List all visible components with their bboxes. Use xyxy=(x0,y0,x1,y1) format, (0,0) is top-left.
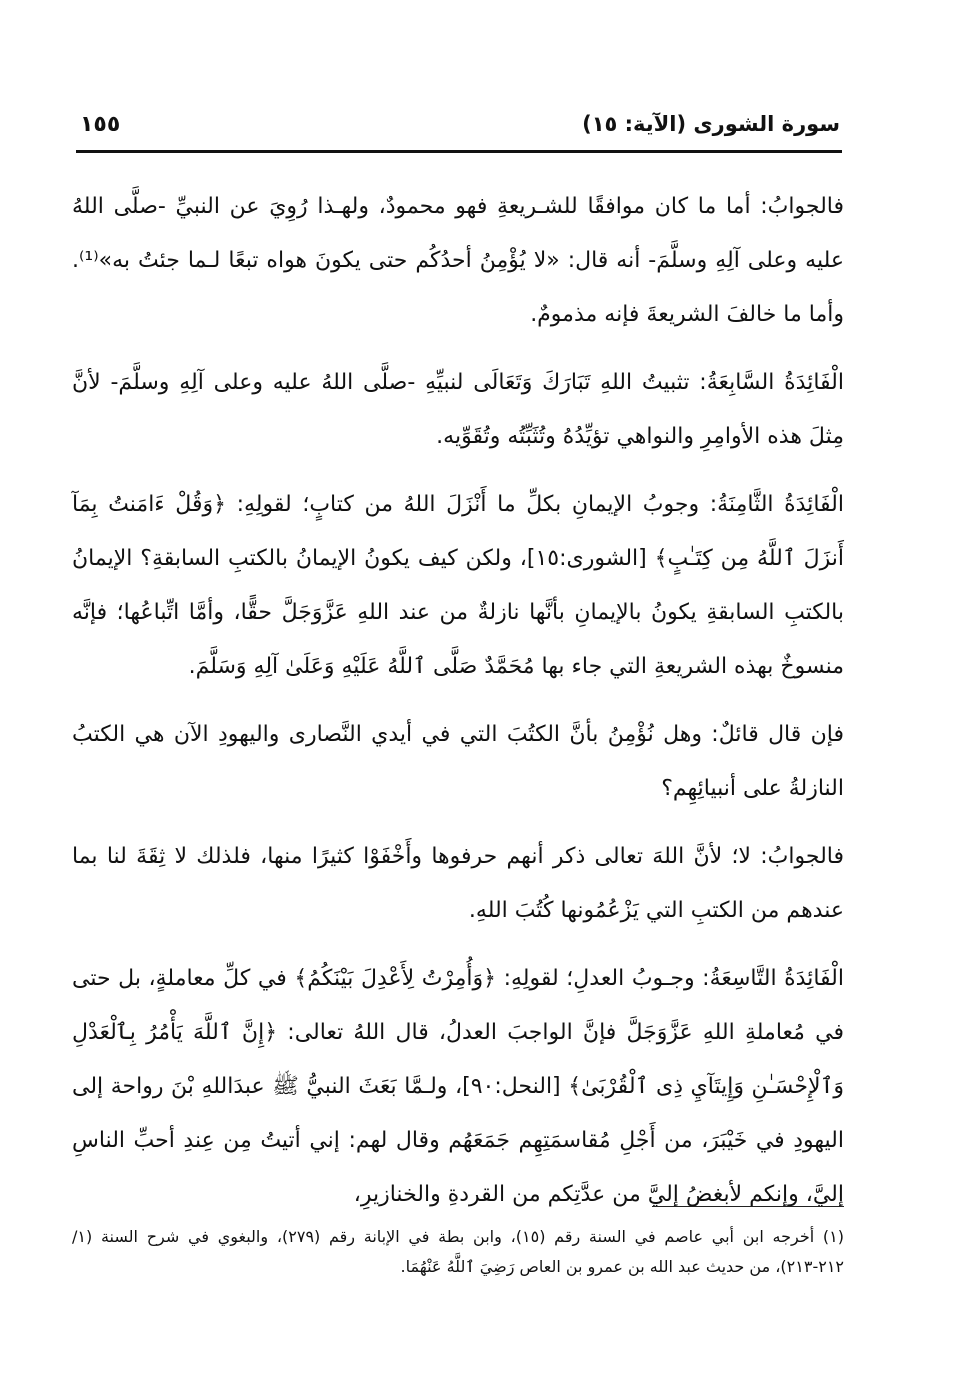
paragraph-benefit-9: الْفَائِدَةُ التَّاسِعَةُ: وجـوبُ العدلِ؛ لقولِهِ: ﴿وَأُمِرْتُ لِأَعْدِلَ بَيْنَكُمُ﴾ في كلِّ معاملةٍ، بل حتى في مُعاملةِ اللهِ عَزَّوَجَلَّ فإنَّ الواجبَ العدلُ، قال اللهُ تعالى: ﴿إِنَّ ٱللَّهَ يَأْمُرُ بِٱلْعَدْلِ وَٱلْإِحْسَـٰنِ وَإِيتَآيِ ذِى ٱلْقُرْبَىٰ﴾ [النحل:٩٠]، ولـمَّا بَعَثَ النبيُّ ﷺ عبدَاللهِ بْنَ رواحة إلى اليهودِ في خَيْبَرَ، من أَجْلِ مُقاسمَتِهِم جَمَعَهُم وقال لهم: إني أتيتُ مِن عِندِ أحبِّ الناسِ إليَّ، وإنكم لأبغضُ إليَّ من عدَّتِكم من القردةِ والخنازيرِ، xyxy=(72,966,845,1207)
paragraph-benefit-7: الْفَائِدَةُ السَّابِعَةُ: تثبيتُ اللهِ تَبَارَكَ وَتَعَالَى لنبيِّهِ -صلَّى اللهُ عليه وعلى آلِهِ وسلَّمَ- لأنَّ مِثلَ هذه الأوامِرِ والنواهي تؤيِّدُهُ وتُثَبِّتُه وتُقَوِّيه. xyxy=(72,370,844,449)
paragraph-question: فإن قال قائلٌ: وهل نُؤْمِنُ بأنَّ الكتُبَ التي في أيدي النَّصارى واليهودِ الآن هي الكتبُ النازلةُ على أنبيائِهِم؟ xyxy=(72,722,844,801)
page-number: ١٥٥ xyxy=(80,112,121,137)
body-text xyxy=(72,180,844,1236)
running-title: سورة الشورى (الآية: ١٥) xyxy=(582,112,840,136)
footnote-rule xyxy=(652,1206,844,1207)
footnote: (١) أخرجه ابن أبي عاصم في السنة رقم (١٥)، وابن بطة في الإبانة رقم (٢٧٩)، والبغوي في شرح السنة (١/ ٢١٢-٢١٣)، من حديث عبد الله بن عمرو بن العاص رَضِيَ ٱللَّهُ عَنْهُمَا. xyxy=(72,1227,845,1276)
paragraph-benefit-8: الْفَائِدَةُ الثَّامِنَةُ: وجوبُ الإيمانِ بكلِّ ما أَنْزَلَ اللهُ من كتابٍ؛ لقولِهِ: ﴿وَقُلْ ءَامَنتُ بِمَآ أَنزَلَ ٱللَّهُ مِن كِتَـٰبٍ﴾ [الشورى:١٥]، ولكن كيف يكونُ الإيمانُ بالكتبِ السابقةِ؟ الإيمانُ بالكتبِ السابقةِ يكونُ بالإيمانِ بأنَّها نازلةٌ من عند اللهِ عَزَّوَجَلَّ حقًّا، وأمَّا اتِّباعُها؛ فإنَّه منسوخٌ بهذه الشريعةِ التي جاء بها مُحَمَّدٌ صَلَّى ٱللَّهُ عَلَيْهِ وَعَلَىٰ آلِهِ وَسَلَّمَ. xyxy=(72,492,844,679)
header-rule xyxy=(76,150,842,153)
paragraph-answer-1: فالجوابُ: أما ما كان موافقًا للشـريعةِ فهو محمودٌ، ولهـذا رُوِيَ عن النبيِّ -صلَّى اللهُ عليه وعلى آلِهِ وسلَّمَ- أنه قال: «لا يُؤْمِنُ أحدُكُم حتى يكونَ هواه تبعًا لـما جئتُ به»⁽¹⁾. وأما ما خالفَ الشريعةَ فإنه مذمومٌ. xyxy=(72,194,844,327)
paragraph-answer-2: فالجوابُ: لا؛ لأنَّ اللهَ تعالى ذكر أنهم حرفوها وأَخْفَوْا كثيرًا منها، فلذلك لا ثِقَةَ لنا بما عندهم من الكتبِ التي يَزْعُمُونها كُتُبَ اللهِ. xyxy=(72,844,844,923)
page-header xyxy=(76,108,840,148)
